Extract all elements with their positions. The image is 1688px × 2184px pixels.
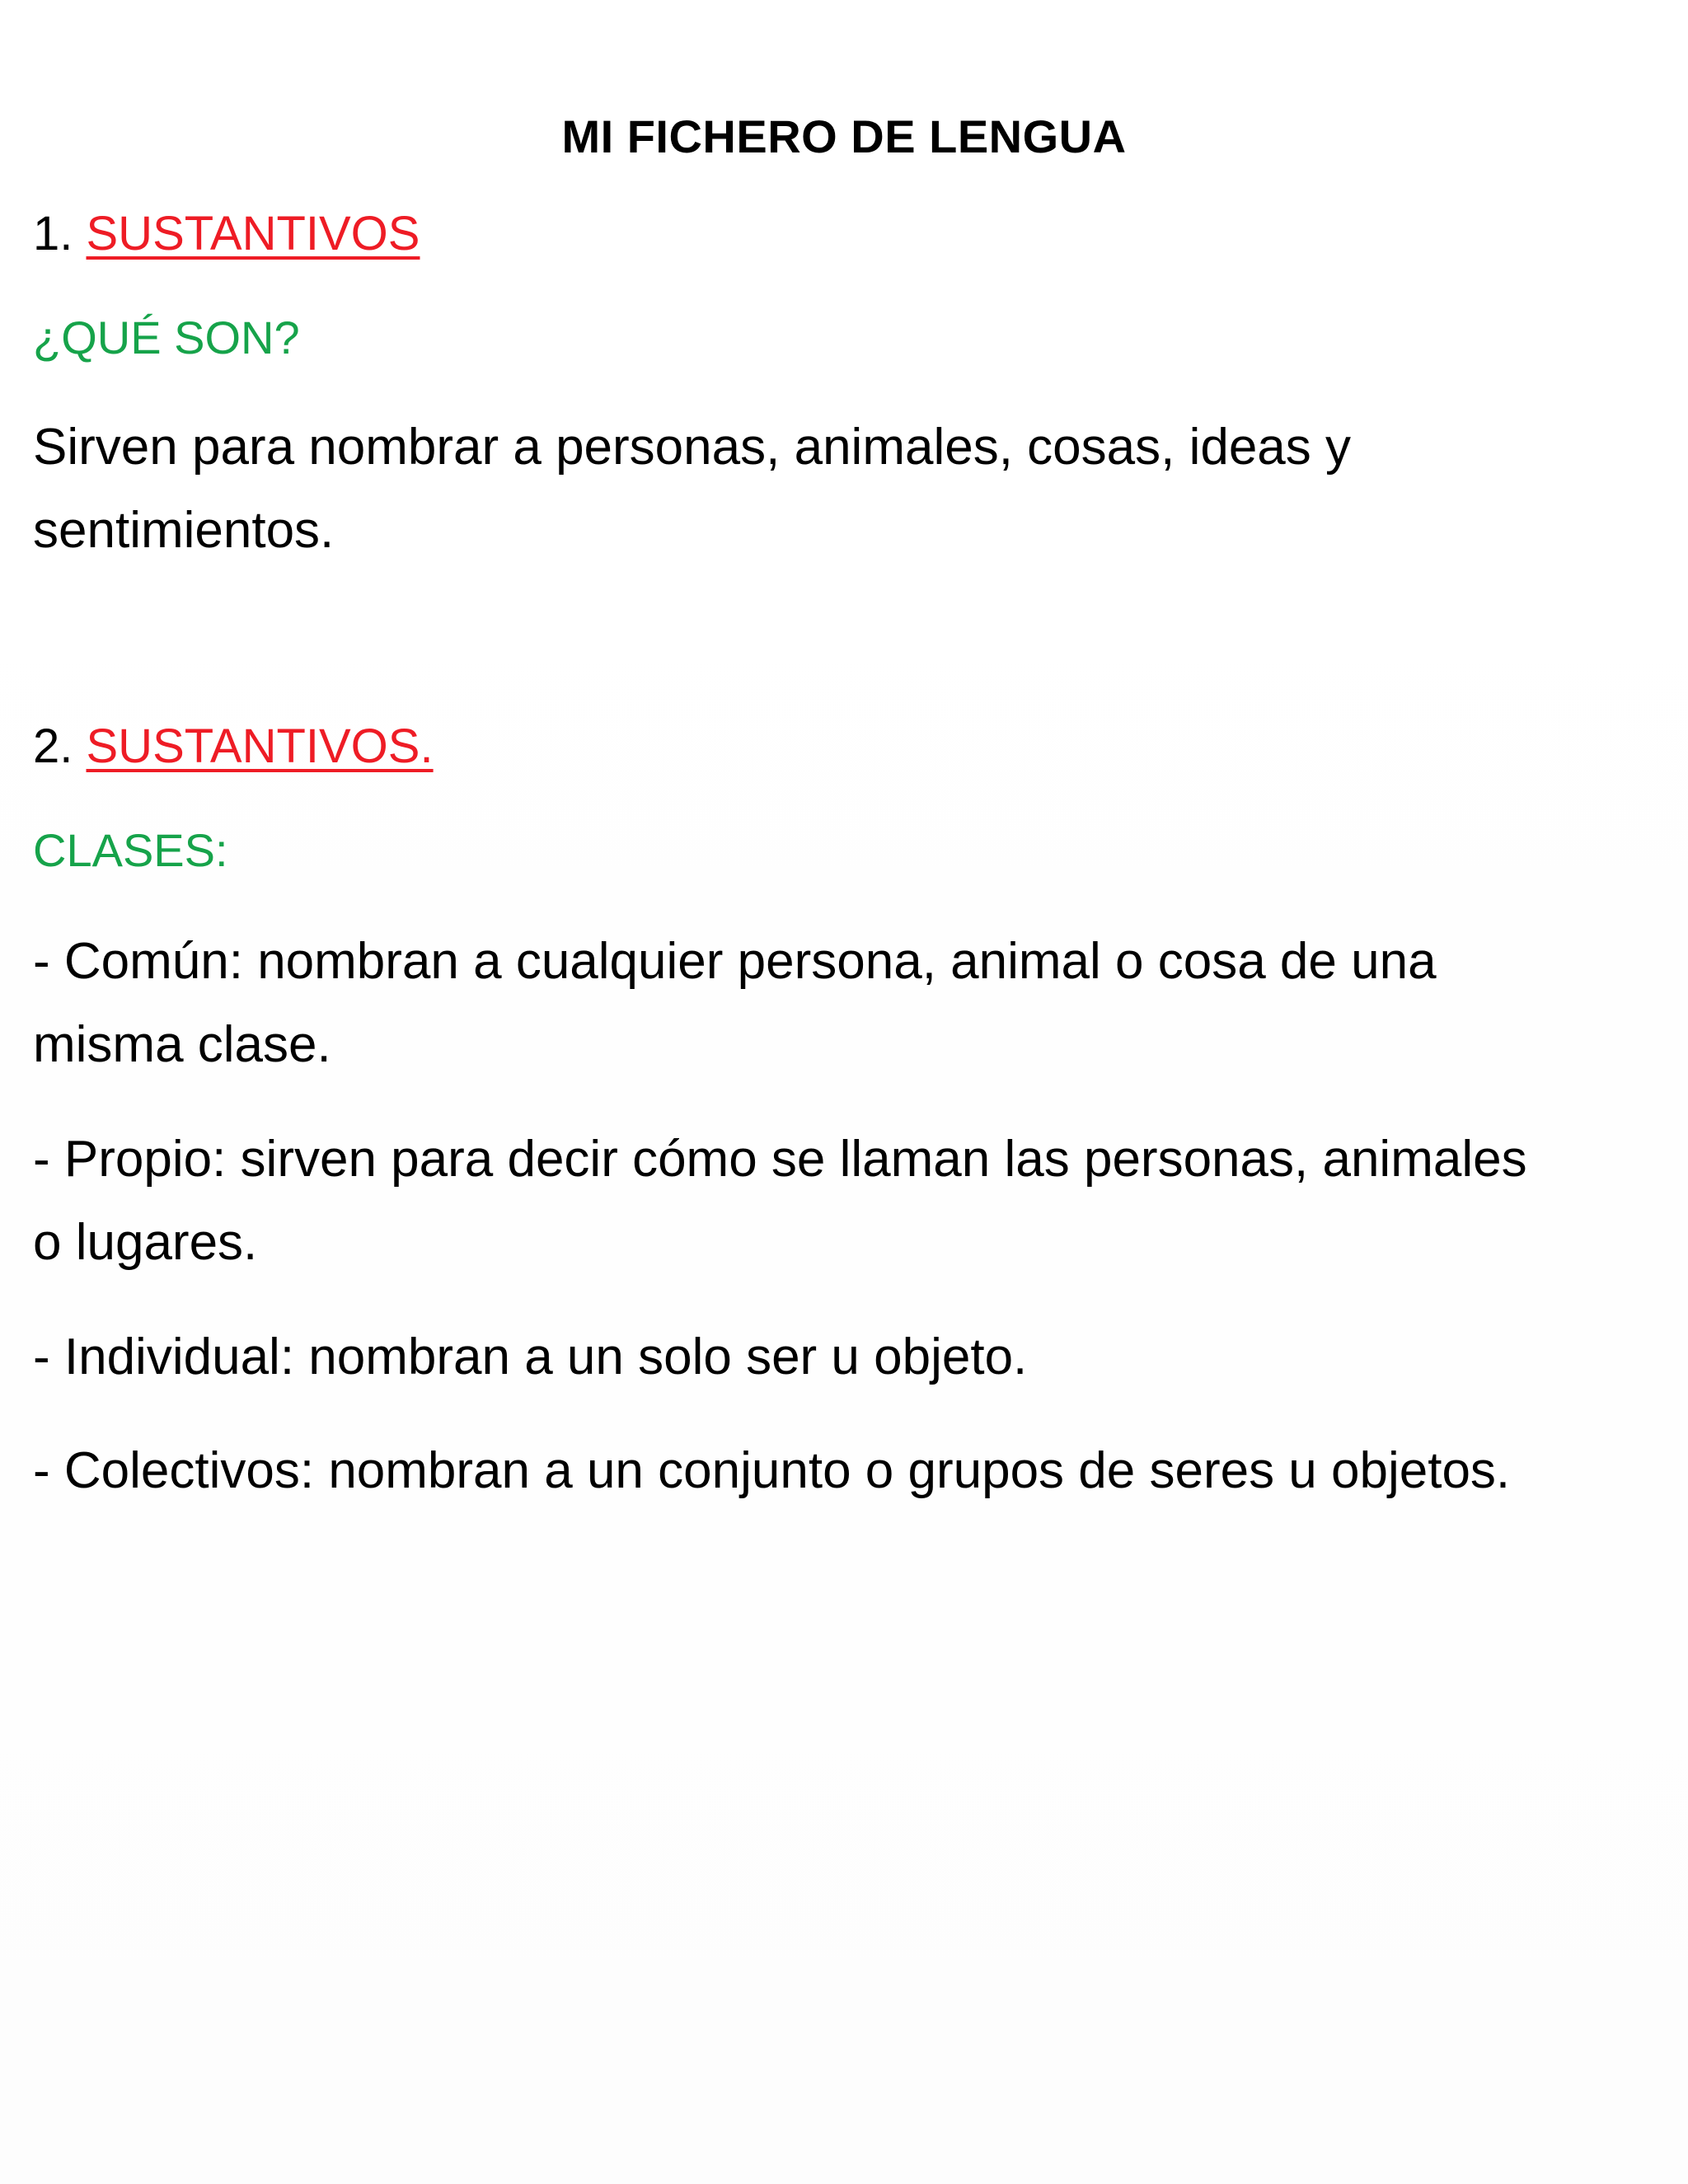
section-1-subheading: ¿QUÉ SON? [33, 312, 300, 363]
class-item-comun: - Común: nombran a cualquier persona, animal o cosa de una misma clase. [33, 933, 1437, 1073]
section-2-subheading: CLASES: [33, 824, 228, 876]
section-1-heading [33, 201, 420, 267]
class-item-propio: - Propio: sirven para decir cómo se llaman las personas, animales o lugares. [33, 1131, 1527, 1271]
page-title: MI FICHERO DE LENGUA [561, 110, 1127, 162]
section-2-number: 2. [33, 719, 73, 773]
class-item-individual: - Individual: nombran a un solo ser u objeto. [33, 1329, 1028, 1385]
section-1-topic: SUSTANTIVOS [86, 207, 420, 260]
section-1-number: 1. [33, 207, 73, 260]
section-1-paragraph-1: Sirven para nombrar a personas, animales, cosas, ideas y sentimientos. [33, 419, 1352, 559]
class-item-colectivos: - Colectivos: nombran a un conjunto o grupos de seres u objetos. [33, 1442, 1511, 1499]
section-2-heading [33, 714, 434, 780]
section-2-topic: SUSTANTIVOS. [86, 719, 434, 773]
